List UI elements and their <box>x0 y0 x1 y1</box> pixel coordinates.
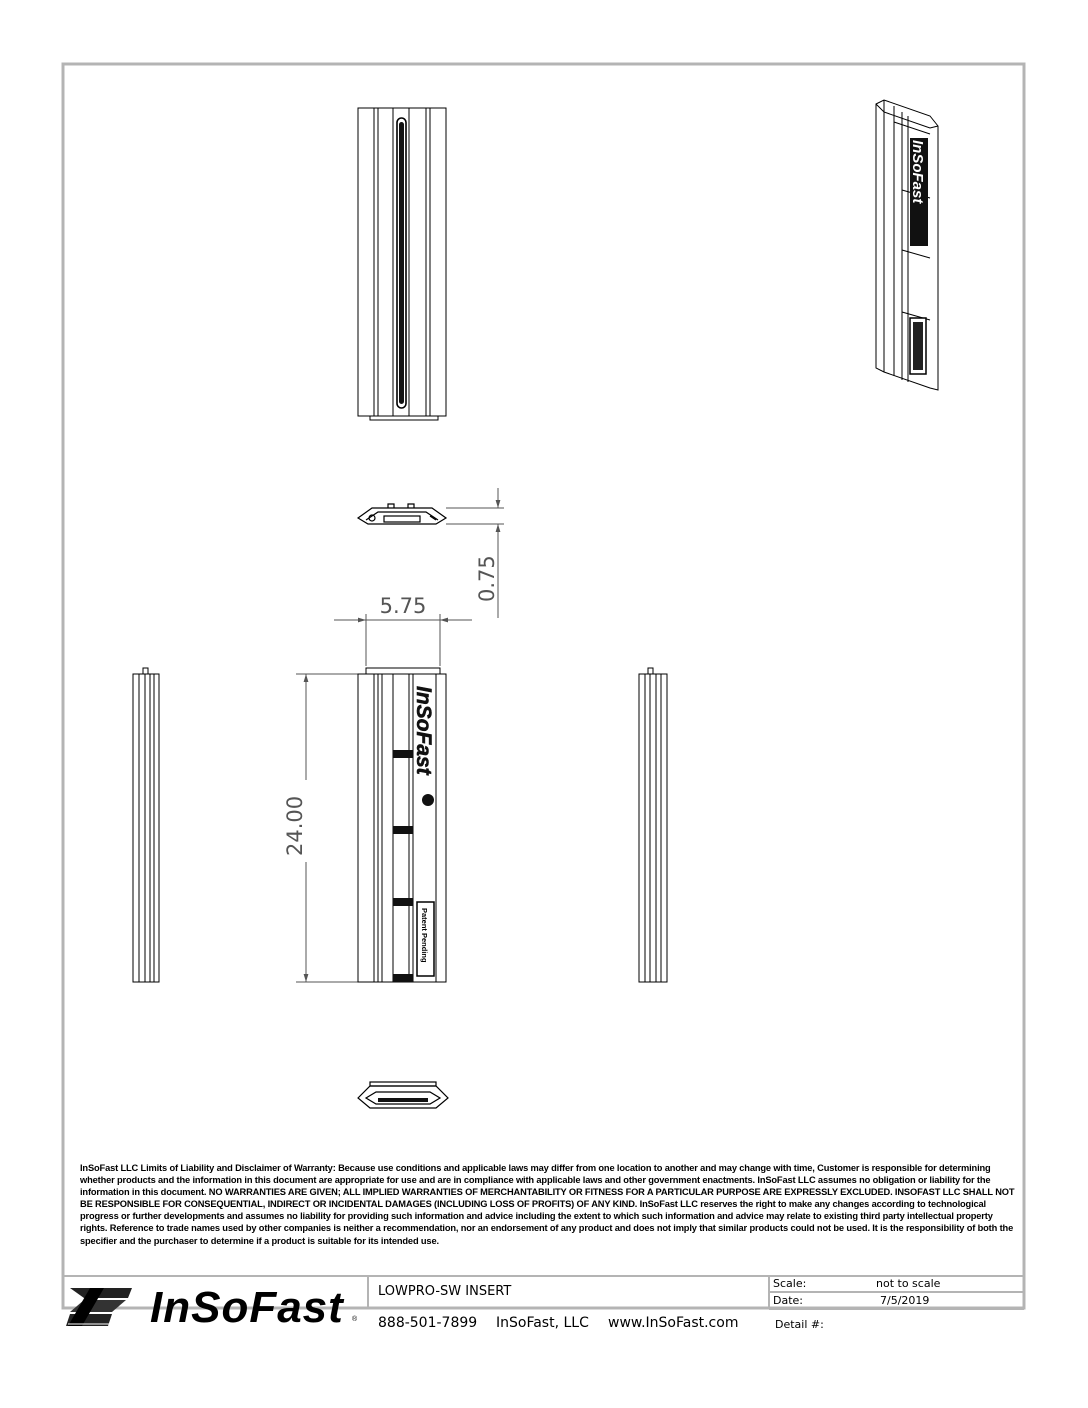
part-brand-marking: InSoFast <box>412 686 435 775</box>
dim-length: 24.00 <box>283 795 307 856</box>
left-side-view <box>133 668 159 982</box>
patent-pending-label: Patent Pending <box>420 908 429 963</box>
width-dimension <box>334 614 472 666</box>
date-value: 7/5/2019 <box>880 1294 930 1307</box>
detail-label: Detail #: <box>775 1318 824 1331</box>
website: www.InSoFast.com <box>608 1315 739 1331</box>
svg-text:InSoFast: InSoFast <box>909 140 926 204</box>
end-section-view <box>358 504 446 524</box>
company-name: InSoFast, LLC <box>496 1315 589 1331</box>
top-view <box>358 108 446 420</box>
registered-mark <box>422 794 434 806</box>
phone-number: 888-501-7899 <box>378 1315 478 1331</box>
scale-label: Scale: <box>773 1277 807 1290</box>
disclaimer-text: InSoFast LLC Limits of Liability and Disclaimer of Warranty: Because use conditions and applicable laws may differ from one location to another and may change with time, Customer is responsible for determining whether products and the information in this document are appropriate for use and are in compliance with applicable laws and other government enactments. InSoFast LLC assumes no obligation or liability for the information in this document. NO WARRANTIES ARE GIVEN; ALL IMPLIED WARRANTIES OF MERCHANTABILITY OR FITNESS FOR A PARTICULAR PURPOSE ARE EXPRESSLY EXCLUDED. INSOFAST LLC SHALL NOT BE RESPONSIBLE FOR CONSEQUENTIAL, INDIRECT OR INCIDENTAL DAMAGES (INCLUDING LOSS OF PROFITS) OF ANY KIND. InSoFast LLC reserves the right to make any changes according to technological progress or further developments and assumes no liability for providing such information and advice including the extent to which such information and advice may relate to existing third party intellectual property rights. Reference to trade names used by other companies is neither a recommendation, nor an endorsement of any product and does not imply that similar products could not be used. It is the responsibility of both the specifier and the purchaser to determine if a product is suitable for its intended use. <box>80 1163 1015 1246</box>
dim-width: 5.75 <box>379 594 427 618</box>
dim-thickness: 0.75 <box>475 555 499 602</box>
date-label: Date: <box>773 1294 803 1307</box>
isometric-view <box>876 100 938 390</box>
scale-value: not to scale <box>876 1277 941 1290</box>
bottom-section-view <box>358 1082 448 1108</box>
insofast-logo-text: InSoFast <box>150 1283 344 1332</box>
part-name: LOWPRO-SW INSERT <box>378 1284 512 1299</box>
logo-registered-mark: ® <box>352 1316 358 1323</box>
right-side-view <box>639 668 667 982</box>
